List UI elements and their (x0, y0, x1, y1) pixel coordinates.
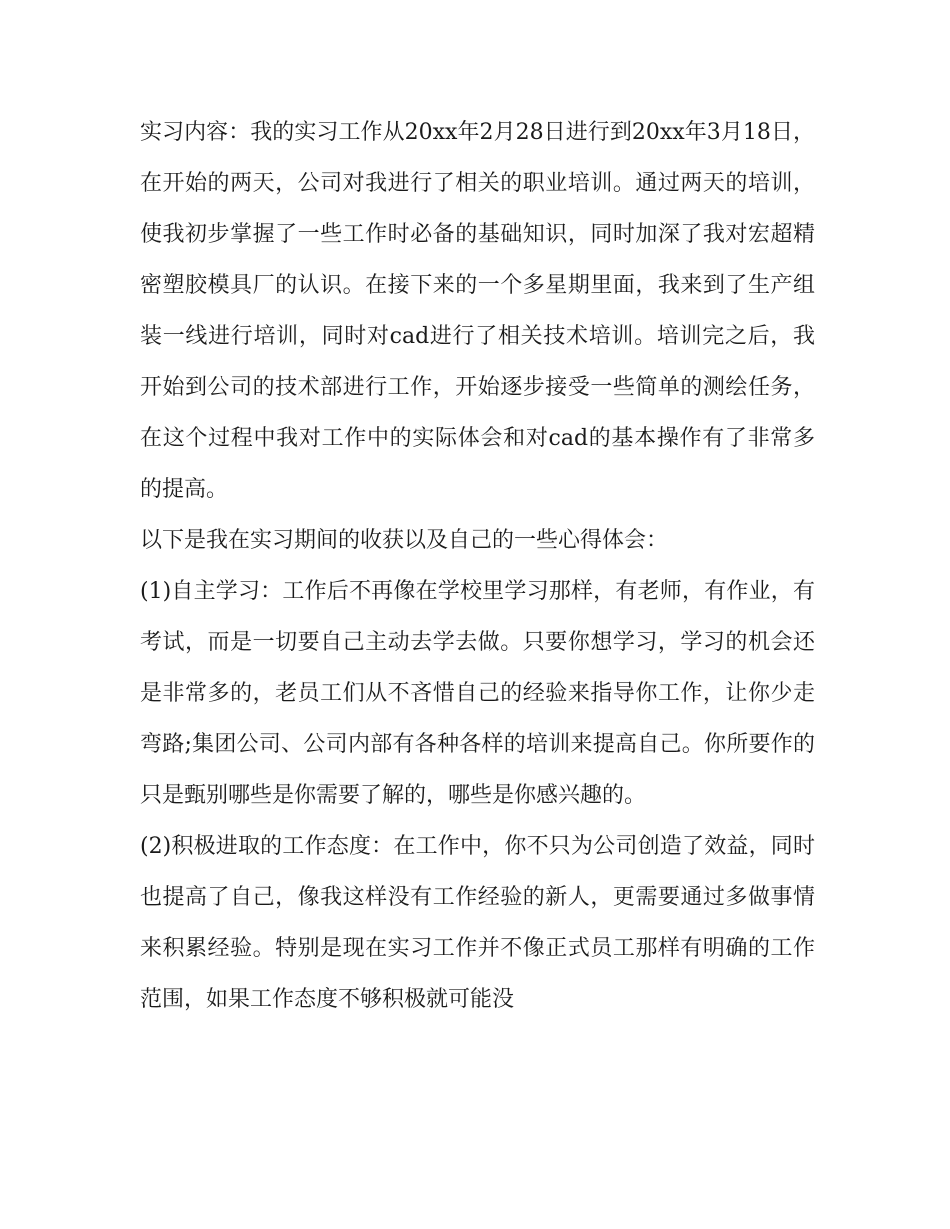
document-body (140, 107, 815, 1025)
paragraph-self-learning: (1)自主学习：工作后不再像在学校里学习那样，有老师，有作业，有考试，而是一切要自己主动去学去做。只要你想学习，学习的机会还是非常多的，老员工们从不吝惜自己的经验来指导你工作，让你少走弯路;集团公司、公司内部有各种各样的培训来提高自己。你所要作的只是甄别哪些是你需要了解的，哪些是你感兴趣的。 (140, 579, 815, 808)
paragraph-work-attitude: (2)积极进取的工作态度：在工作中，你不只为公司创造了效益，同时也提高了自己，像我这样没有工作经验的新人，更需要通过多做事情来积累经验。特别是现在实习工作并不像正式员工那样有明确的工作范围，如果工作态度不够积极就可能没 (140, 834, 815, 1012)
paragraph-gains-intro: 以下是我在实习期间的收获以及自己的一些心得体会： (140, 528, 669, 553)
paragraph-internship-content: 实习内容：我的实习工作从20xx年2月28日进行到20xx年3月18日，在开始的两天，公司对我进行了相关的职业培训。通过两天的培训，使我初步掌握了一些工作时必备的基础知识，同时加深了我对宏超精密塑胶模具厂的认识。在接下来的一个多星期里面，我来到了生产组装一线进行培训，同时对cad进行了相关技术培训。培训完之后，我开始到公司的技术部进行工作，开始逐步接受一些简单的测绘任务，在这个过程中我对工作中的实际体会和对cad的基本操作有了非常多的提高。 (140, 120, 815, 502)
